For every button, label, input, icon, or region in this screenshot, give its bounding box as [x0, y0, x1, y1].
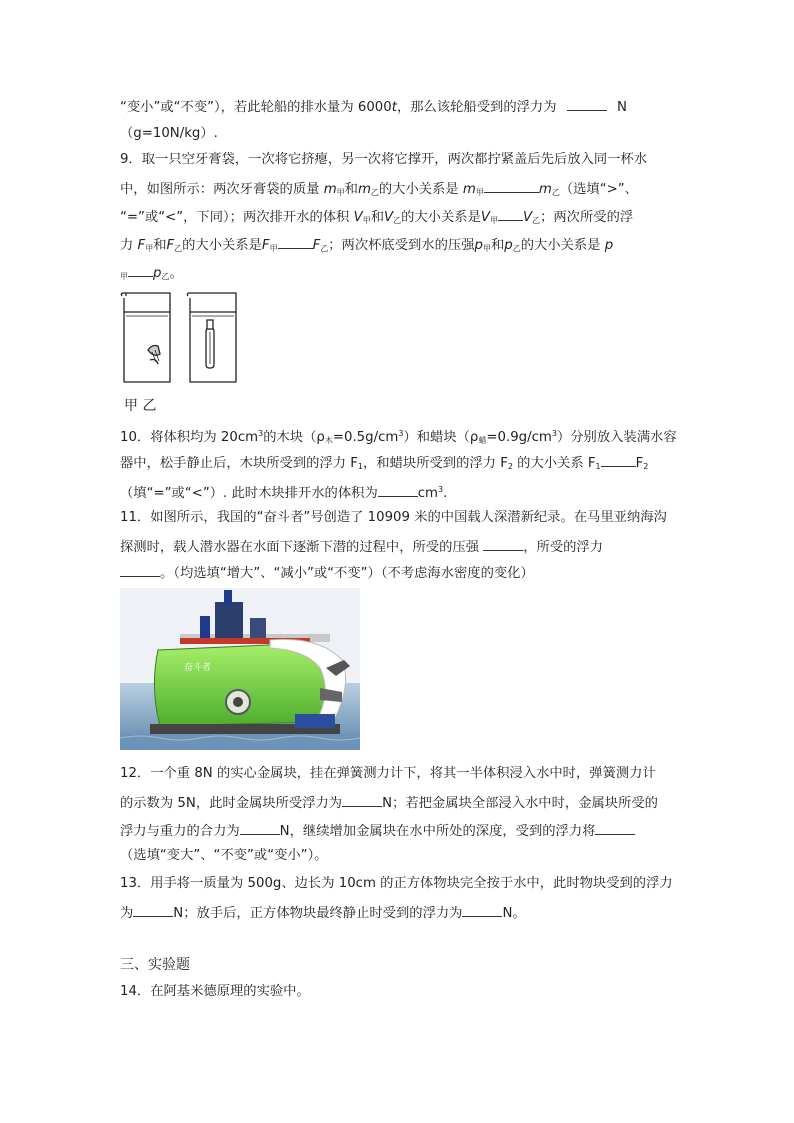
q10-line2: 器中，松手静止后，木块所受到的浮力 $F_1$，和蜡块所受到的浮力 $F_2$ 的大小关系 $F_1$ $F_2$ — [120, 452, 648, 477]
q10-l2b: ，和蜡块所受到的浮力 F — [363, 456, 508, 471]
submersible-photo — [120, 588, 360, 750]
q12-blank-resultant[interactable] — [240, 820, 280, 835]
q8-text-b: ，那么该轮船受到的浮力为 — [396, 100, 557, 115]
q11-blank-pressure[interactable] — [483, 536, 523, 551]
q9-l4a: 力 — [120, 238, 134, 253]
q9-p2: p — [504, 238, 513, 253]
q11-line2 — [120, 536, 603, 558]
q12-line4: （选填“变大”、“不变”或“变小”）。 — [120, 848, 328, 863]
q13-l2c: N。 — [502, 906, 526, 921]
q8-text-a: “变小”或“不变”），若此轮船的排水量为 6000 — [120, 100, 392, 115]
q9-sub-yi4: 乙 — [532, 216, 541, 225]
q11-l2b: ，所受的浮力 — [523, 540, 604, 555]
q9-V3: V — [480, 210, 490, 225]
q10-blank-compare[interactable] — [601, 452, 636, 467]
q10-line3: （填“=”或“<”）. 此时木块排开水的体积为 $cm^3$. — [120, 480, 447, 504]
q9-he2: 和 — [370, 210, 384, 225]
q10-l3c: . — [443, 486, 448, 501]
q13-blank-2[interactable] — [462, 902, 502, 917]
q9-p1: p — [474, 238, 483, 253]
q9-line3 — [120, 206, 633, 231]
q9-blank-force[interactable] — [278, 234, 313, 249]
q9-sub-yi5: 乙 — [174, 244, 183, 253]
q9-l2b: 的大小关系是 — [378, 182, 463, 197]
q9-blank-volume[interactable] — [498, 206, 523, 221]
q12-line1: 12．一个重 8N 的实心金属块，挂在弹簧测力计下，将其一半体积浸入水中时，弹簧测力计 — [120, 766, 656, 781]
q9-l2a: 中，如图所示：两次牙膏袋的质量 — [120, 182, 324, 197]
q9-m3: m — [462, 182, 476, 197]
q10-l1a: 10．将体积均为 20cm — [120, 430, 259, 445]
q9-F2: F — [166, 238, 175, 253]
q9-sub-jia6: 甲 — [269, 244, 278, 253]
q9-sub-yi8: 乙 — [161, 272, 170, 281]
q12-blank-buoyancy[interactable] — [342, 792, 382, 807]
q9-m2: m — [357, 182, 371, 197]
q9-line4 — [120, 234, 613, 259]
q9-end: 。 — [169, 266, 183, 281]
q10-sub-mu: 木 — [324, 436, 333, 445]
q9-sub-yi7: 乙 — [512, 244, 521, 253]
q12-l3a: 浮力与重力的合力为 — [120, 824, 240, 839]
q9-m4: m — [538, 182, 552, 197]
q9-he1: 和 — [344, 182, 358, 197]
q8-t: t — [391, 100, 397, 115]
q9-sub-yi3: 乙 — [393, 216, 402, 225]
q8-unit: N — [616, 100, 627, 115]
q10-l3b: cm — [417, 486, 439, 501]
q9-figure-labels — [124, 396, 156, 416]
fig-label-jia: 甲 — [124, 398, 138, 414]
q9-sub-jia7: 甲 — [482, 244, 491, 253]
q13-line2 — [120, 902, 526, 924]
q12-l2a: 的示数为 5N，此时金属块所受浮力为 — [120, 796, 343, 811]
q9-sub-jia4: 甲 — [489, 216, 498, 225]
q10-blank-volume[interactable] — [378, 482, 418, 497]
q9-he4: 和 — [490, 238, 505, 253]
q9-l4b: 的大小关系是 — [182, 238, 262, 253]
q9-V4: V — [522, 210, 533, 225]
section-title: 三、实验题 — [120, 957, 190, 973]
q13-blank-1[interactable] — [133, 902, 173, 917]
q8-blank[interactable] — [567, 96, 607, 111]
q10-sub-la: 蜡 — [478, 436, 487, 445]
q11-line3 — [120, 562, 534, 584]
q9-l4d: 的大小关系是 — [520, 238, 601, 253]
q9-V2: V — [383, 210, 394, 225]
submersible-name: 奋斗者 — [184, 662, 212, 672]
q9-sub-yi1: 乙 — [370, 188, 379, 197]
q9-F3: F — [261, 238, 270, 253]
q11-l3: 。（均选填“增大”、“减小”或“不变”）（不考虑海水密度的变化） — [160, 566, 534, 581]
q12-line2 — [120, 792, 658, 814]
q9-m1: m — [323, 182, 337, 197]
q10-l1c: =0.5g/cm — [332, 430, 399, 445]
q11-blank-buoyancy[interactable] — [120, 562, 160, 577]
q9-F4: F — [312, 238, 321, 253]
q10-l1e: =0.9g/cm — [486, 430, 552, 445]
q9-he3: 和 — [153, 238, 167, 253]
q9-beakers-figure — [118, 290, 242, 386]
q9-blank-mass[interactable] — [484, 178, 539, 193]
fig-label-yi: 乙 — [142, 398, 157, 414]
q10-l1b: 的木块（ρ — [263, 430, 325, 445]
q9-sub-jia2: 甲 — [475, 188, 484, 197]
q10-line1: 10．将体积均为 $20cm^3$的木块$(\rho_木=0.5g/cm^3)$和蜡块$(\rho_蜡=0.9g/cm^3)$分别放入装满水容 — [120, 429, 677, 445]
q9-F1: F — [137, 238, 146, 253]
q9-sub-jia5: 甲 — [145, 244, 154, 253]
q9-sub-yi6: 乙 — [320, 244, 329, 253]
q9-p4: p — [153, 266, 162, 281]
q9-sub-jia3: 甲 — [362, 216, 371, 225]
q13-l2b: N；放手后，正方体物块最终静止时受到的浮力为 — [173, 906, 463, 921]
q12-blank-trend[interactable] — [595, 820, 635, 835]
q9-blank-pressure[interactable] — [128, 262, 153, 277]
q9-l3c: ；两次所受的浮 — [540, 210, 634, 225]
q9-line5 — [120, 262, 183, 287]
q8-line2: （g=10N/kg）. — [120, 126, 218, 141]
q9-V1: V — [353, 210, 363, 225]
q10-l2c: 的大小关系 F — [512, 456, 596, 471]
q14-line1: 14．在阿基米德原理的实验中。 — [120, 984, 310, 999]
q9-line1: 9．取一只空牙膏袋，一次将它挤瘪，另一次将它撑开，两次都拧紧盖后先后放入同一杯水 — [120, 152, 648, 167]
q9-line2 — [120, 178, 638, 203]
q9-l3b: 的大小关系是 — [401, 210, 481, 225]
q9-sub-jia8: 甲 — [120, 272, 128, 281]
q12-l3b: N，继续增加金属块在水中所处的深度，受到的浮力将 — [279, 824, 596, 839]
q11-line1: 11．如图所示，我国的“奋斗者”号创造了 10909 米的中国载人深潜新纪录。在马里亚纳海沟 — [120, 510, 667, 525]
q13-l2a: 为 — [120, 906, 134, 921]
q9-sub-yi2: 乙 — [551, 188, 560, 197]
beaker-jia — [121, 293, 170, 382]
q12-l2b: N；若把金属块全部浸入水中时，金属块所受的 — [382, 796, 658, 811]
q9-p3: p — [604, 238, 614, 253]
q10-l1f: ）分别放入装满水容 — [556, 430, 677, 445]
q9-sub-jia1: 甲 — [336, 188, 345, 197]
q13-line1: 13．用手将一质量为 500g、边长为 10cm 的正方体物块完全按于水中，此时物块受到的浮力 — [120, 876, 673, 891]
beaker-yi — [187, 293, 236, 382]
q10-l1d: ）和蜡块（ρ — [403, 430, 479, 445]
q10-l2a: 器中，松手静止后，木块所受到的浮力 F — [120, 456, 358, 471]
q8-line1 — [120, 96, 627, 118]
q11-l2a: 探测时，载人潜水器在水面下逐渐下潜的过程中，所受的压强 — [120, 540, 480, 555]
q10-l3a: （填“=”或“<”）. 此时木块排开水的体积为 — [120, 486, 378, 501]
q12-line3 — [120, 820, 635, 842]
q9-l3a: “=”或“<”，下同）；两次排开水的体积 — [120, 210, 350, 225]
q9-l4c: ；两次杯底受到水的压强 — [328, 238, 475, 253]
q9-l2c: （选填“>”、 — [559, 182, 638, 197]
